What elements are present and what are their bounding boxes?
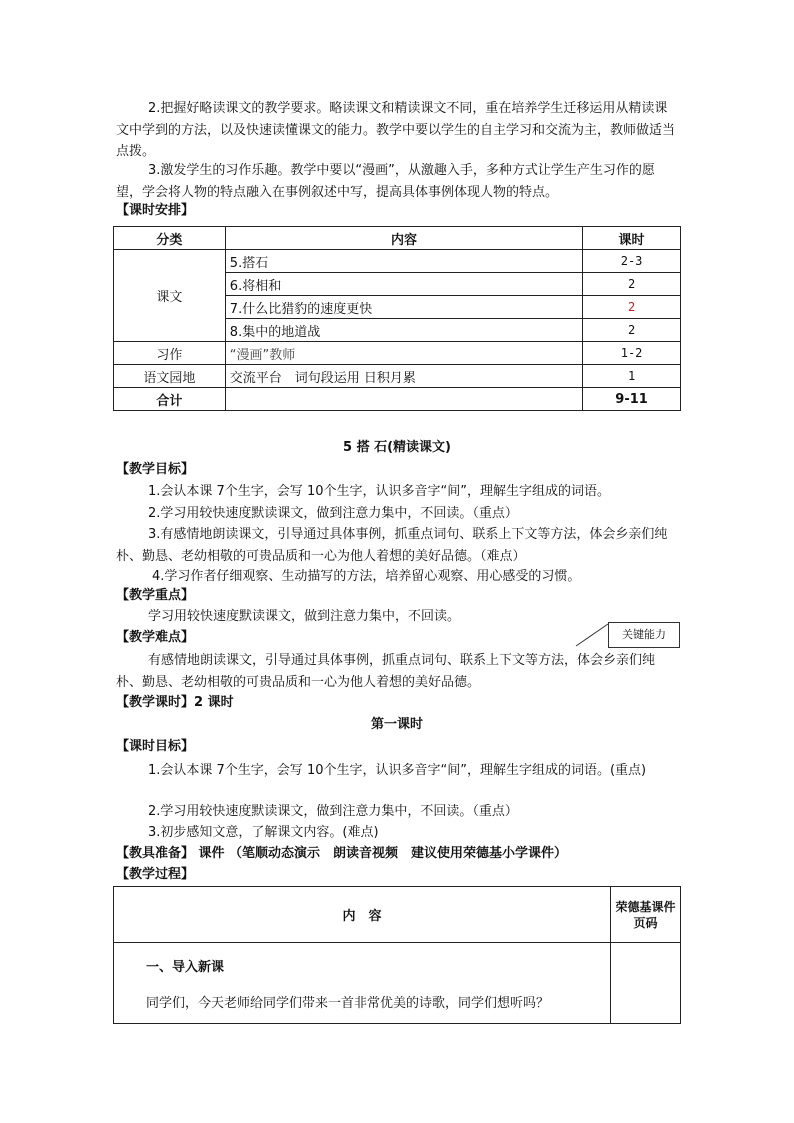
difficulty-text: 有感情地朗读课文，引导通过具体事例，抓重点词句、联系上下文等方法，体会乡亲们纯朴、勤恳、老幼相敬的可贵品质和一心为他人着想的美好品德。 [116,653,656,690]
hours-line: 【教学课时】2 课时 [116,695,234,710]
goal-item: 4.学习作者仔细观察、生动描写的方法，培养留心观察、用心感受的习惯。 [152,569,581,584]
header-hours: 课时 [583,227,681,250]
category-total: 合计 [114,388,226,411]
hours-total: 9-11 [583,388,681,411]
key-heading: 【教学重点】 [116,588,195,603]
header-category: 分类 [114,227,226,250]
goal-item: 2.学习用较快速度默读课文，做到注意力集中，不回读。（重点） [148,506,518,521]
intro-paragraph-3: 3.激发学生的习作乐趣。教学中要以“漫画”，从激趣入手，多种方式让学生产生习作的愿望，学会将人物的特点融入在事例叙述中写，提高具体事例体现人物的特点。 [116,163,655,200]
hours-cell: 1-2 [583,342,681,365]
hours-cell: 2 [583,296,681,319]
period-goals-heading: 【课时目标】 [116,739,195,754]
process-header-content: 内 容 [114,887,611,943]
category-xizuo: 习作 [114,342,226,365]
content-cell: 6.将相和 [225,273,582,296]
content-cell: 7.什么比猎豹的速度更快 [225,296,582,319]
category-yuwen: 语文园地 [114,365,226,388]
hours-cell: 1 [583,365,681,388]
period-goal-item: 1.会认本课 7个生字，会写 10个生字，认识多音字“间”，理解生字组成的词语。(重点) [148,763,647,778]
content-cell: “漫画”教师 [225,342,582,365]
difficulty-heading: 【教学难点】 [116,630,195,645]
goal-item: 3.有感情地朗读课文，引导通过具体事例，抓重点词句、联系上下文等方法，体会乡亲们纯朴、勤恳、老幼相敬的可贵品质和一心为他人着想的美好品德。（难点） [116,527,668,564]
process-page-cell [611,943,681,1024]
hours-cell: 2-3 [583,250,681,273]
schedule-heading: 【课时安排】 [116,203,195,218]
process-section-title: 一、导入新课 [146,960,225,975]
process-table [113,886,681,1024]
goals-heading: 【教学目标】 [116,462,195,477]
first-period-title: 第一课时 [370,717,423,732]
prep-line: 【教具准备】 课件 （笔顺动态演示 朗读音视频 建议使用荣德基小学课件） [116,846,568,861]
header-content: 内容 [225,227,582,250]
process-header-page: 荣德基课件页码 [611,887,681,943]
content-cell: 交流平台 词句段运用 日积月累 [225,365,582,388]
hours-cell: 2 [583,273,681,296]
key-text: 学习用较快速度默读课文，做到注意力集中，不回读。 [148,609,461,624]
process-heading: 【教学过程】 [116,867,195,882]
process-cell [114,943,611,1024]
process-text: 同学们，今天老师给同学们带来一首非常优美的诗歌，同学们想听吗？ [146,996,550,1011]
goal-item: 1.会认本课 7个生字，会写 10个生字，认识多音字“间”，理解生字组成的词语。 [148,484,610,499]
lesson-title: 5 搭 石(精读课文) [343,440,451,455]
content-cell: 5.搭石 [225,250,582,273]
period-goal-item: 3.初步感知文意，了解课文内容。(难点) [148,825,379,840]
hours-cell: 2 [583,319,681,342]
category-kewen: 课文 [114,250,226,342]
content-cell: 8.集中的地道战 [225,319,582,342]
key-ability-callout: 关键能力 [608,622,680,648]
intro-paragraph-2: 2.把握好略读课文的教学要求。略读课文和精读课文不同，重在培养学生迁移运用从精读课文中学到的方法，以及快速读懂课文的能力。教学中要以学生的自主学习和交流为主，教师做适当点拨。 [116,101,676,159]
period-goal-item: 2.学习用较快速度默读课文，做到注意力集中，不回读。（重点） [148,804,518,819]
